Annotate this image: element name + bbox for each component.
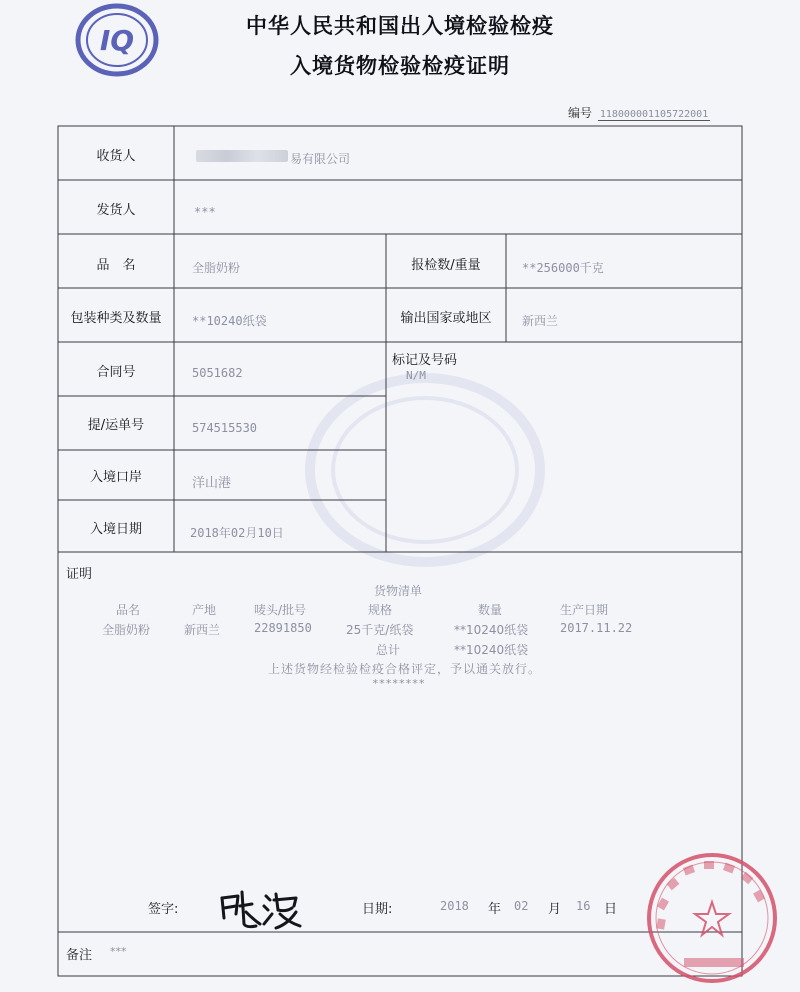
consignee-value: 易有限公司 — [290, 152, 351, 166]
sign-month-unit: 月 — [548, 902, 562, 917]
port-value: 洋山港 — [192, 476, 232, 491]
goods-col-qty: 数量 — [478, 603, 503, 617]
goods-col-mark: 唛头/批号 — [254, 603, 307, 617]
sign-day: 16 — [576, 899, 591, 913]
redacted-text — [196, 150, 288, 162]
ciq-logo — [74, 2, 160, 78]
packaging-value: **10240纸袋 — [192, 314, 267, 328]
product-label: 品 名 — [96, 258, 136, 273]
handwritten-signature — [216, 884, 306, 930]
document-subtitle: 入境货物检验检疫证明 — [290, 54, 510, 78]
consignor-value: *** — [194, 205, 216, 219]
svg-text:IQ: IQ — [99, 24, 135, 57]
remarks-label: 备注 — [66, 948, 93, 963]
goods-row-spec: 25千克/纸袋 — [346, 623, 414, 637]
goods-col-name: 品名 — [116, 603, 141, 617]
signature-label: 签字: — [148, 902, 179, 917]
marks-label: 标记及号码 — [392, 353, 458, 368]
entry-date-value: 2018年02月10日 — [190, 526, 284, 540]
document-title: 中华人民共和国出入境检验检疫 — [246, 14, 554, 38]
goods-total-label: 总计 — [376, 643, 401, 657]
entry-date-label: 入境日期 — [89, 522, 142, 537]
sign-month: 02 — [514, 899, 529, 913]
goods-col-origin: 产地 — [192, 603, 217, 617]
watermark-logo — [300, 370, 550, 570]
contract-value: 5051682 — [192, 366, 243, 380]
serial-number — [568, 104, 710, 121]
product-value: 全脂奶粉 — [192, 261, 241, 275]
goods-total-value: **10240纸袋 — [454, 643, 529, 657]
goods-row-mark: 22891850 — [254, 621, 312, 635]
goods-col-spec: 规格 — [368, 603, 393, 617]
packaging-label: 包装种类及数量 — [70, 311, 162, 326]
quantity-value: **256000千克 — [522, 261, 604, 275]
release-statement: 上述货物经检验检疫合格评定，予以通关放行。 — [268, 662, 542, 676]
sign-year-unit: 年 — [488, 902, 502, 917]
date-label: 日期: — [362, 902, 393, 917]
goods-list-title: 货物清单 — [374, 584, 423, 598]
contract-label: 合同号 — [96, 365, 136, 380]
bill-label: 提/运单号 — [87, 418, 145, 433]
goods-row-date: 2017.11.22 — [560, 621, 633, 635]
goods-row-qty: **10240纸袋 — [454, 623, 529, 637]
statement-stars: ******** — [372, 677, 425, 690]
origin-label: 输出国家或地区 — [400, 311, 492, 326]
origin-value: 新西兰 — [522, 314, 559, 328]
sign-year: 2018 — [440, 899, 469, 913]
port-label: 入境口岸 — [89, 470, 142, 485]
goods-col-date: 生产日期 — [560, 603, 609, 617]
bill-value: 574515530 — [192, 421, 258, 435]
quantity-label: 报检数/重量 — [411, 258, 481, 273]
official-seal — [644, 850, 780, 986]
certificate-label: 证明 — [66, 567, 93, 582]
marks-value: N/M — [406, 369, 426, 382]
sign-day-unit: 日 — [604, 902, 618, 917]
serial-label: 编号 — [568, 106, 593, 120]
goods-row-origin: 新西兰 — [184, 623, 221, 637]
consignee-label: 收货人 — [96, 149, 136, 164]
serial-value: 118000001105722001 — [599, 109, 709, 120]
remarks-value: *** — [110, 945, 127, 958]
consignor-label: 发货人 — [96, 203, 136, 218]
goods-row-name: 全脂奶粉 — [102, 623, 151, 637]
